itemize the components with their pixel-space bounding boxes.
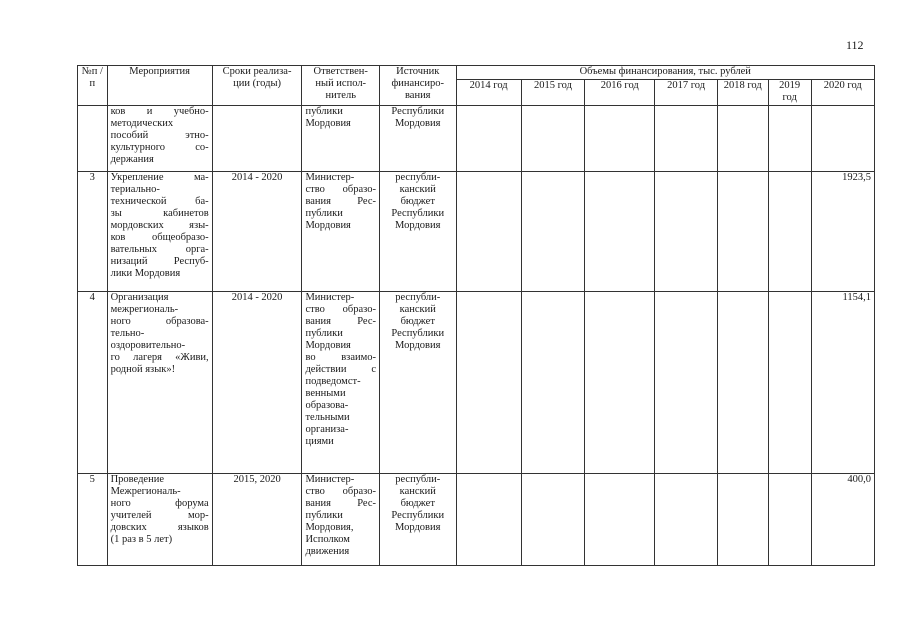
measure-cell-line: мордовских язы- [110, 220, 209, 231]
measure-cell-line: (1 раз в 5 лет) [110, 534, 173, 545]
value-cell [456, 106, 521, 172]
measure-cell-line: ного образова- [110, 316, 209, 327]
row-number: 5 [78, 474, 108, 566]
executor-cell-line: организа- [305, 424, 349, 435]
source-cell-line: Республики [391, 208, 445, 219]
measure-cell [107, 106, 212, 172]
executor-cell-line: подведомст- [305, 376, 361, 387]
header-measures: Мероприятия [107, 66, 212, 106]
measure-cell [107, 172, 212, 292]
measure-cell-line: Организация [110, 292, 169, 303]
executor-cell-line: Министер- [305, 292, 355, 303]
table-row [78, 172, 875, 292]
measure-cell-line: лики Мордовия [110, 268, 181, 279]
measure-cell-line: зы кабинетов [110, 208, 209, 219]
header-year: 2018 год [717, 80, 768, 106]
value-cell [456, 292, 521, 474]
value-cell: 1923,5 [811, 172, 874, 292]
executor-cell-line: действии с [305, 364, 376, 375]
value-cell [768, 292, 811, 474]
value-cell [585, 474, 655, 566]
row-number: 3 [78, 172, 108, 292]
measure-cell-line: держания [110, 154, 154, 165]
value-cell [521, 474, 584, 566]
executor-cell-line: публики [305, 510, 343, 521]
measure-cell-line: учителей мор- [110, 510, 209, 521]
measure-cell-line: низаций Респуб- [110, 256, 209, 267]
measure-cell-line: ного форума [110, 498, 209, 509]
source-cell-line: канский [399, 486, 436, 497]
value-cell [456, 474, 521, 566]
executor-cell-line: ство образо- [305, 304, 376, 315]
executor-cell-line: венными [305, 388, 346, 399]
measure-cell-line: технической ба- [110, 196, 209, 207]
executor-cell-line: Министер- [305, 474, 355, 485]
header-year: 2019 год [768, 80, 811, 106]
executor-cell-line: вания Рес- [305, 196, 376, 207]
table-row [78, 106, 875, 172]
financing-table [77, 65, 875, 566]
measure-cell-line: культурного со- [110, 142, 209, 153]
terms-cell: 2015, 2020 [212, 474, 302, 566]
executor-cell-line: образова- [305, 400, 349, 411]
terms-cell: 2014 - 2020 [212, 172, 302, 292]
measure-cell-line: родной язык»! [110, 364, 176, 375]
executor-cell-line: публики [305, 106, 343, 117]
value-cell [521, 172, 584, 292]
measure-cell-line: ков общеобразо- [110, 232, 209, 243]
row-number: 4 [78, 292, 108, 474]
executor-cell-line: Министер- [305, 172, 355, 183]
row-number [78, 106, 108, 172]
measure-cell [107, 292, 212, 474]
measure-cell-line: Проведение [110, 474, 164, 485]
executor-cell-line: публики [305, 208, 343, 219]
value-cell [655, 106, 717, 172]
executor-cell-line: ство образо- [305, 486, 376, 497]
source-cell [380, 172, 457, 292]
executor-cell-line: тельными [305, 412, 350, 423]
value-cell [456, 172, 521, 292]
source-cell-line: республи- [395, 172, 441, 183]
value-cell [717, 292, 768, 474]
executor-cell [302, 172, 380, 292]
measure-cell [107, 474, 212, 566]
value-cell: 1154,1 [811, 292, 874, 474]
source-cell [380, 474, 457, 566]
executor-cell [302, 292, 380, 474]
measure-cell-line: вательных орга- [110, 244, 209, 255]
source-cell-line: Мордовия [395, 220, 441, 231]
terms-cell [212, 106, 302, 172]
source-cell-line: республи- [395, 292, 441, 303]
source-cell-line: Республики [391, 106, 445, 117]
header-volumes: Объемы финансирования, тыс. рублей [456, 66, 874, 80]
source-cell-line: Республики [391, 328, 445, 339]
measure-cell-line: оздоровительно- [110, 340, 186, 351]
executor-cell-line: циями [305, 436, 334, 447]
executor-cell-line: публики [305, 328, 343, 339]
executor-cell-line: Мордовия, [305, 522, 354, 533]
executor-cell-line: вания Рес- [305, 316, 376, 327]
executor-cell-line: Мордовия [305, 220, 351, 231]
value-cell [655, 172, 717, 292]
header-terms: Сроки реализа- ции (годы) [212, 66, 302, 106]
value-cell [811, 106, 874, 172]
value-cell [655, 292, 717, 474]
source-cell [380, 106, 457, 172]
executor-cell-line: Мордовия [305, 118, 351, 129]
header-year: 2017 год [655, 80, 717, 106]
source-cell-line: канский [399, 184, 436, 195]
measure-cell-line: межрегиональ- [110, 304, 179, 315]
value-cell [768, 106, 811, 172]
measure-cell-line: тельно- [110, 328, 145, 339]
measure-cell-line: го лагеря «Живи, [110, 352, 209, 363]
source-cell-line: Мордовия [395, 118, 441, 129]
value-cell [717, 106, 768, 172]
terms-cell: 2014 - 2020 [212, 292, 302, 474]
header-year: 2014 год [456, 80, 521, 106]
source-cell-line: Республики [391, 510, 445, 521]
header-source: Источник финансиро- вания [380, 66, 457, 106]
measure-cell-line: методических [110, 118, 174, 129]
source-cell-line: канский [399, 304, 436, 315]
value-cell [655, 474, 717, 566]
measure-cell-line: Укрепление ма- [110, 172, 209, 183]
header-year: 2020 год [811, 80, 874, 106]
executor-cell [302, 106, 380, 172]
source-cell [380, 292, 457, 474]
source-cell-line: республи- [395, 474, 441, 485]
header-year: 2015 год [521, 80, 584, 106]
value-cell [521, 292, 584, 474]
executor-cell-line: движения [305, 546, 350, 557]
page-number: 112 [846, 38, 864, 52]
value-cell [585, 106, 655, 172]
executor-cell-line: Исполком [305, 534, 350, 545]
measure-cell-line: териально- [110, 184, 160, 195]
executor-cell-line: во взаимо- [305, 352, 376, 363]
value-cell [585, 292, 655, 474]
source-cell-line: Мордовия [395, 340, 441, 351]
source-cell-line: бюджет [400, 196, 435, 207]
measure-cell-line: Межрегиональ- [110, 486, 181, 497]
measure-cell-line: ков и учебно- [110, 106, 209, 117]
executor-cell-line: вания Рес- [305, 498, 376, 509]
source-cell-line: бюджет [400, 498, 435, 509]
measure-cell-line: пособий этно- [110, 130, 209, 141]
value-cell [521, 106, 584, 172]
header-executor: Ответствен- ный испол- нитель [302, 66, 380, 106]
value-cell [717, 172, 768, 292]
value-cell [768, 172, 811, 292]
table-row [78, 292, 875, 474]
value-cell [585, 172, 655, 292]
source-cell-line: бюджет [400, 316, 435, 327]
executor-cell-line: Мордовия [305, 340, 351, 351]
table-row [78, 474, 875, 566]
header-year: 2016 год [585, 80, 655, 106]
executor-cell-line: ство образо- [305, 184, 376, 195]
measure-cell-line: довских языков [110, 522, 209, 533]
executor-cell [302, 474, 380, 566]
header-num: №п /п [78, 66, 108, 106]
source-cell-line: Мордовия [395, 522, 441, 533]
value-cell [717, 474, 768, 566]
value-cell: 400,0 [811, 474, 874, 566]
value-cell [768, 474, 811, 566]
